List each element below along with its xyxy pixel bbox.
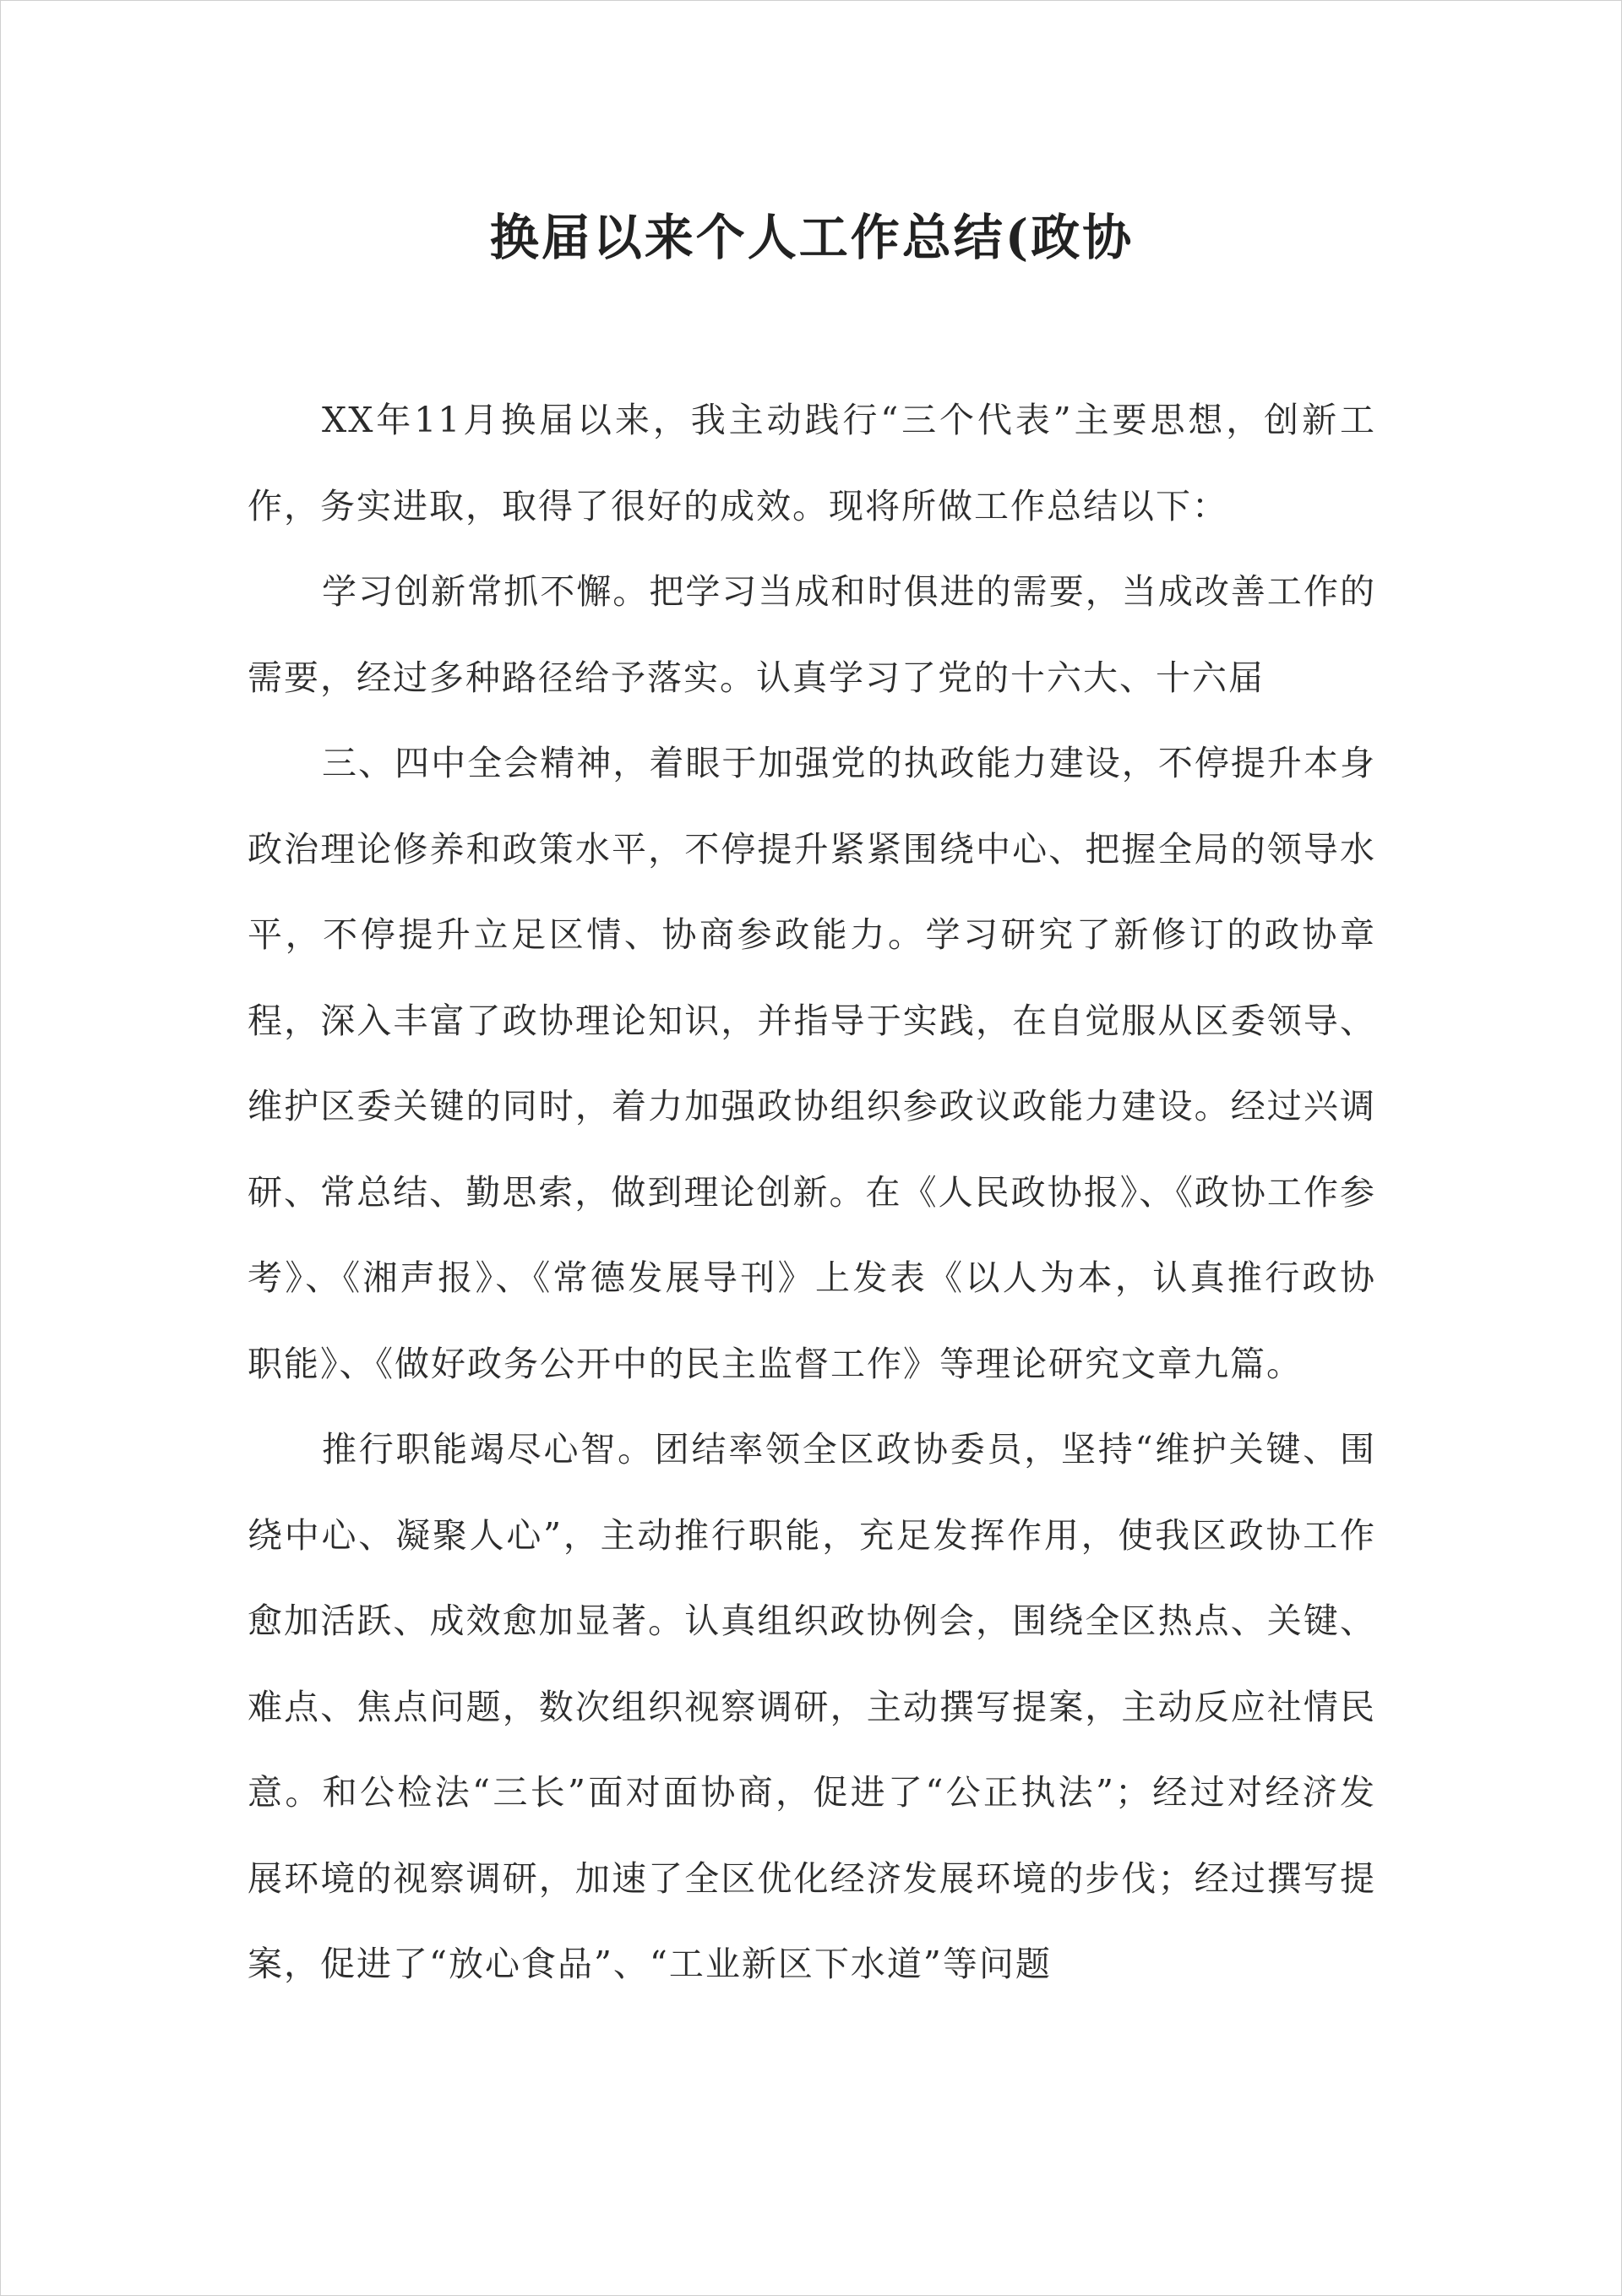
paragraph-1: XX年11月换届以来，我主动践行“三个代表”主要思想，创新工作，务实进取，取得了很好的成效。现将所做工作总结以下： <box>248 400 1376 526</box>
paragraph-3: 三、四中全会精神，着眼于加强党的执政能力建设，不停提升本身政治理论修养和政策水平，不停提升紧紧围绕中心、把握全局的领导水平，不停提升立足区情、协商参政能力。学习研究了新修订的政协章程，深入丰富了政协理论知识，并指导于实践，在自觉服从区委领导、维护区委关键的同时，着力加强政协组织参政议政能力建设。经过兴调研、常总结、勤思索，做到理论创新。在《人民政协报》、《政协工作参考》、《湘声报》、《常德发展导刊》上发表《以人为本，认真推行政协职能》、《做好政务公开中的民主监督工作》等理论研究文章九篇。 <box>248 743 1376 1384</box>
document-body <box>248 378 1376 2008</box>
paragraph-4: 推行职能竭尽心智。团结率领全区政协委员，坚持“维护关键、围绕中心、凝聚人心”，主动推行职能，充足发挥作用，使我区政协工作愈加活跃、成效愈加显著。认真组织政协例会，围绕全区热点、关键、难点、焦点问题，数次组织视察调研，主动撰写提案，主动反应社情民意。和公检法“三长”面对面协商，促进了“公正执法”；经过对经济发展环境的视察调研，加速了全区优化经济发展环境的步伐；经过撰写提案，促进了“放心食品”、“工业新区下水道”等问题 <box>248 1429 1376 1984</box>
paragraph-2: 学习创新常抓不懈。把学习当成和时俱进的需要，当成改善工作的需要，经过多种路径给予落实。认真学习了党的十六大、十六届 <box>248 571 1376 698</box>
document-title: 换届以来个人工作总结(政协 <box>489 209 1135 266</box>
